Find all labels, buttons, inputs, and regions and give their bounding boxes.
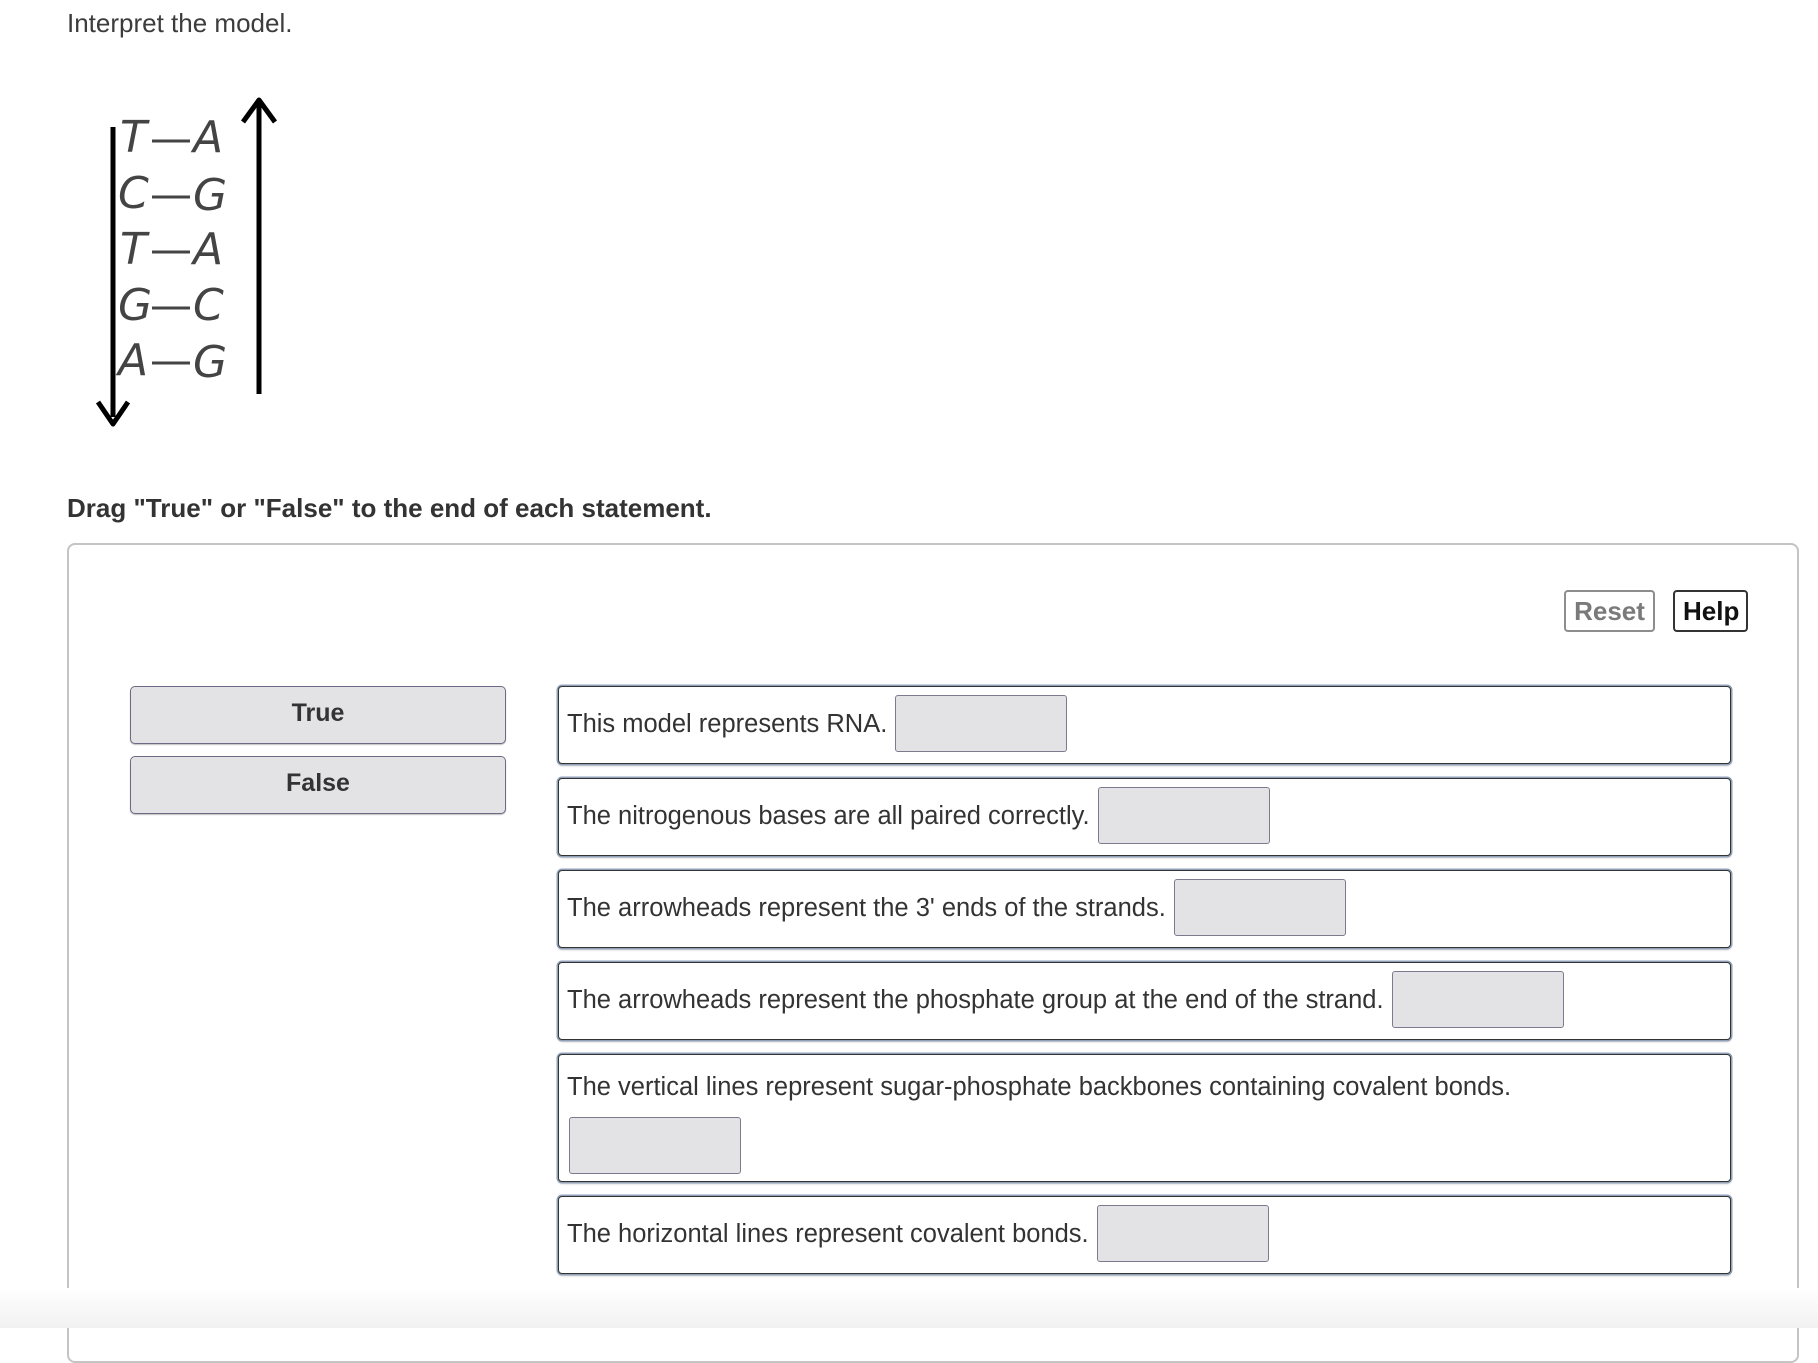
statement-3 bbox=[558, 870, 1731, 948]
false-token[interactable]: False bbox=[130, 756, 506, 814]
page-bottom-fade bbox=[0, 1288, 1818, 1328]
statement-text: The arrowheads represent the 3' ends of the strands. bbox=[567, 893, 1166, 922]
statement-4-drop-target[interactable] bbox=[1392, 971, 1564, 1028]
base-left: A bbox=[118, 335, 149, 386]
base-left: T bbox=[120, 224, 147, 275]
statement-4 bbox=[558, 962, 1731, 1040]
instruction-text: Drag "True" or "False" to the end of each statement. bbox=[67, 493, 712, 523]
true-token[interactable]: True bbox=[130, 686, 506, 744]
statement-text: The vertical lines represent sugar-phosphate backbones containing covalent bonds. bbox=[567, 1073, 1512, 1101]
base-right: G bbox=[193, 170, 228, 221]
statement-6-drop-target[interactable] bbox=[1097, 1205, 1269, 1262]
statement-text: The arrowheads represent the phosphate group at the end of the strand. bbox=[567, 985, 1384, 1014]
base-right: A bbox=[193, 224, 224, 275]
base-right: G bbox=[193, 337, 228, 388]
base-left: G bbox=[118, 280, 153, 331]
statement-2-drop-target[interactable] bbox=[1098, 787, 1270, 844]
base-left: T bbox=[120, 112, 147, 163]
statement-2 bbox=[558, 778, 1731, 856]
reset-button[interactable]: Reset bbox=[1564, 590, 1655, 632]
question-prompt: Interpret the model. bbox=[67, 8, 293, 38]
statement-1 bbox=[558, 686, 1731, 764]
statement-3-drop-target[interactable] bbox=[1174, 879, 1346, 936]
base-right: C bbox=[193, 280, 224, 331]
drag-drop-panel bbox=[67, 543, 1799, 1363]
statement-text: The horizontal lines represent covalent bonds. bbox=[567, 1219, 1089, 1248]
statement-6 bbox=[558, 1196, 1731, 1274]
help-button[interactable]: Help bbox=[1673, 590, 1748, 632]
base-left: C bbox=[118, 168, 149, 219]
statement-1-drop-target[interactable] bbox=[895, 695, 1067, 752]
statement-text: The nitrogenous bases are all paired correctly. bbox=[567, 801, 1090, 830]
dna-model-drawing bbox=[90, 92, 310, 432]
statement-text: This model represents RNA. bbox=[567, 709, 888, 738]
statement-5-drop-target[interactable] bbox=[569, 1117, 741, 1174]
statement-5 bbox=[558, 1054, 1731, 1182]
dna-model-figure bbox=[90, 92, 310, 432]
base-right: A bbox=[193, 112, 224, 163]
